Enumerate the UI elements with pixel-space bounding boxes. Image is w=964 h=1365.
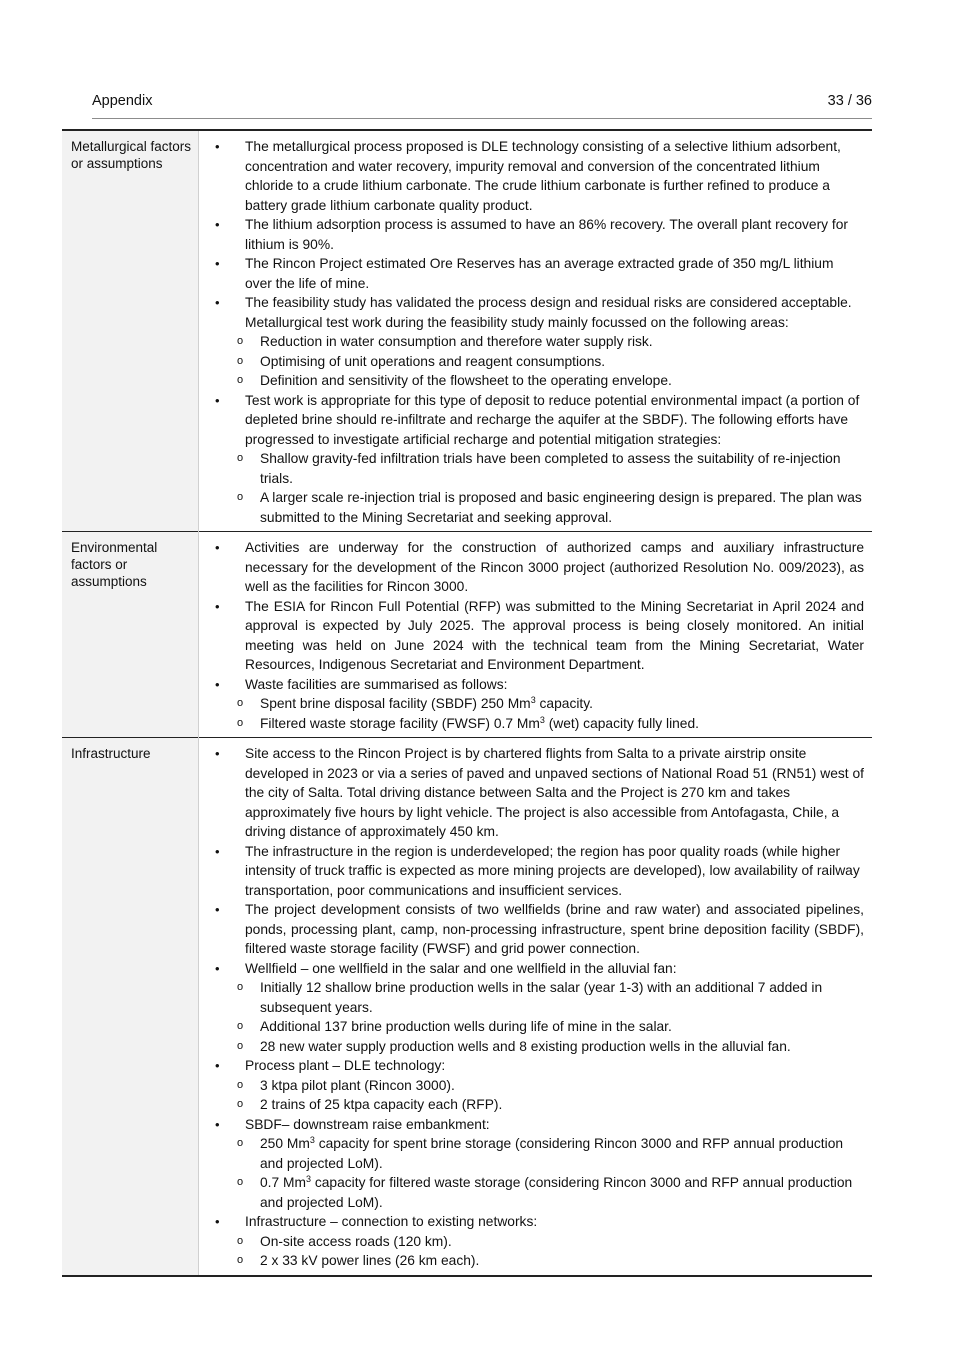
list-item: • The infrastructure in the region is underdeveloped; the region has poor quality roads (while higher intensity of truck traffic is expected as more mining projects are developed), low availability of railway transportation, poor communications and insufficient services.	[199, 842, 864, 901]
sub-list-item: o 2 x 33 kV power lines (26 km each).	[199, 1251, 864, 1271]
list-item: • The lithium adsorption process is assumed to have an 86% recovery. The overall plant recovery for lithium is 90%.	[199, 215, 864, 254]
row-content	[199, 130, 873, 532]
sub-list-item: o Optimising of unit operations and reagent consumptions.	[199, 352, 864, 372]
header-title: Appendix	[92, 93, 153, 109]
row-content	[199, 532, 873, 738]
sub-list-item: o 250 Mm$^3$ capacity for spent brine storage (considering Rincon 3000 and RFP annual production and projected LoM).	[199, 1134, 864, 1173]
row-label: Infrastructure	[62, 738, 199, 1276]
table-row	[62, 532, 872, 738]
sub-list-item: o On-site access roads (120 km).	[199, 1232, 864, 1252]
list-item: • The feasibility study has validated the process design and residual risks are considered acceptable. Metallurgical test work during the feasibility study mainly focussed on the following areas:	[199, 293, 864, 332]
list-item: • Wellfield – one wellfield in the salar and one wellfield in the alluvial fan:	[199, 959, 864, 979]
row-label: Metallurgical factors or assumptions	[62, 130, 199, 532]
list-item: • SBDF– downstream raise embankment:	[199, 1115, 864, 1135]
row-content	[199, 738, 873, 1276]
list-item: • Waste facilities are summarised as follows:	[199, 675, 864, 695]
sub-list-item: o Filtered waste storage facility (FWSF) 0.7 Mm$^3$ (wet) capacity fully lined.	[199, 714, 864, 734]
list-item: • The ESIA for Rincon Full Potential (RFP) was submitted to the Mining Secretariat in April 2024 and approval is expected by July 2025. The approval process is being closely monitored. An initial meeting was held on June 2024 with the technical team from the Mining Secretariat, Water Resources, Indigenous Secretariat and Environment Department.	[199, 597, 864, 675]
list-item: • Infrastructure – connection to existing networks:	[199, 1212, 864, 1232]
sub-list-item: o Spent brine disposal facility (SBDF) 250 Mm$^3$ capacity.	[199, 694, 864, 714]
row-label: Environmental factors or assumptions	[62, 532, 199, 738]
list-item: • Activities are underway for the construction of authorized camps and auxiliary infrastructure necessary for the development of the Rincon 3000 project (authorized Resolution No. 009/2023), as well as the facilities for Rincon 3000.	[199, 538, 864, 597]
table-row	[62, 738, 872, 1276]
sub-list-item: o Definition and sensitivity of the flowsheet to the operating envelope.	[199, 371, 864, 391]
page-header	[92, 91, 872, 119]
sub-list-item: o 0.7 Mm$^3$ capacity for filtered waste storage (considering Rincon 3000 and RFP annual production and projected LoM).	[199, 1173, 864, 1212]
sub-list-item: o Initially 12 shallow brine production wells in the salar (year 1-3) with an additional 7 added in subsequent years.	[199, 978, 864, 1017]
sub-list-item: o Reduction in water consumption and therefore water supply risk.	[199, 332, 864, 352]
list-item: • The Rincon Project estimated Ore Reserves has an average extracted grade of 350 mg/L lithium over the life of mine.	[199, 254, 864, 293]
sub-list-item: o Additional 137 brine production wells during life of mine in the salar.	[199, 1017, 864, 1037]
sub-list-item: o 28 new water supply production wells and 8 existing production wells in the alluvial fan.	[199, 1037, 864, 1057]
jorc-table	[62, 129, 872, 1277]
list-item: • Process plant – DLE technology:	[199, 1056, 864, 1076]
sub-list-item: o 3 ktpa pilot plant (Rincon 3000).	[199, 1076, 864, 1096]
list-item: • Test work is appropriate for this type of deposit to reduce potential environmental impact (a portion of depleted brine should re-infiltrate and recharge the aquifer at the SBDF). The following efforts have progressed to investigate artificial recharge and potential mitigation strategies:	[199, 391, 864, 450]
list-item: • The metallurgical process proposed is DLE technology consisting of a selective lithium adsorbent, concentration and water recovery, impurity removal and conversion of the concentrated lithium chloride to a crude lithium carbonate. The crude lithium carbonate is further refined to produce a battery grade lithium carbonate quality product.	[199, 137, 864, 215]
page-number: 33 / 36	[827, 93, 872, 109]
table-row	[62, 130, 872, 532]
sub-list-item: o 2 trains of 25 ktpa capacity each (RFP).	[199, 1095, 864, 1115]
sub-list-item: o Shallow gravity-fed infiltration trials have been completed to assess the suitability of re-injection trials.	[199, 449, 864, 488]
sub-list-item: o A larger scale re-injection trial is proposed and basic engineering design is prepared. The plan was submitted to the Mining Secretariat and seeking approval.	[199, 488, 864, 527]
list-item: • Site access to the Rincon Project is by chartered flights from Salta to a private airstrip onsite developed in 2023 or via a series of paved and unpaved sections of National Road 51 (RN51) west of the city of Salta. Total driving distance between Salta and the Project is 270 km and takes approximately five hours by light vehicle. The project is also accessible from Antofagasta, Chile, a driving distance of approximately 450 km.	[199, 744, 864, 842]
list-item: • The project development consists of two wellfields (brine and raw water) and associated pipelines, ponds, processing plant, camp, non-processing infrastructure, spent brine deposition facility (SBDF), filtered waste storage facility (FWSF) and grid power connection.	[199, 900, 864, 959]
